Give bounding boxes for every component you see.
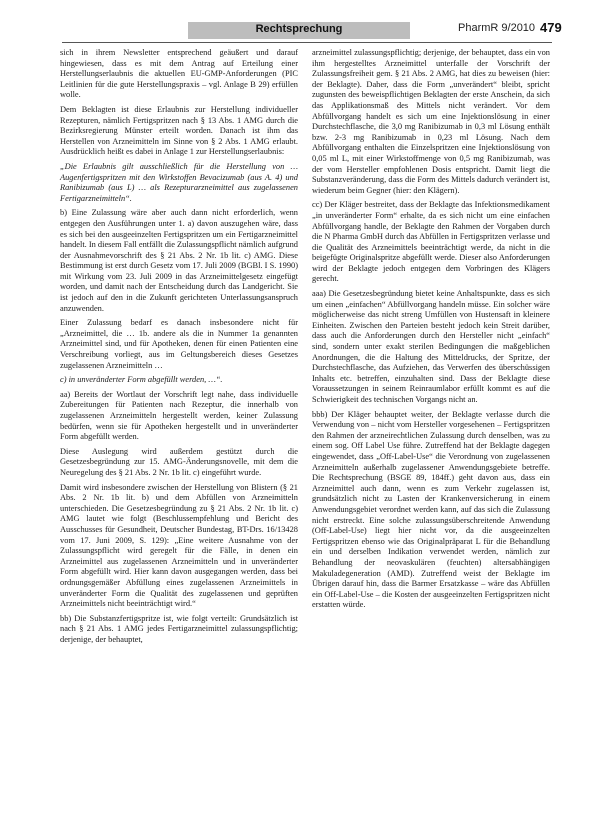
paragraph: b) Eine Zulassung wäre aber auch dann nicht erforderlich, wenn entgegen den Ausführungen unter 1. a) davon auszugehen wäre, dass es sich bei den ausgeeinzelten Fertigspritzen um ein Fertigarzneimittel handelt. In diesem Fall entfällt die Zulassungspflicht nämlich aufgrund der Ausnahmevorschrift des § 21 Abs. 2 Nr. 1b lit. c) AMG. Diese Bestimmung ist erst durch Gesetz vom 17. Juli 2009 (BGBl. I S. 1990) mit Wirkung vom 23. Juli 2009 in das Arzneimittelgesetz eingefügt worden, und damit nach der Entscheidung durch das Landgericht. Sie ist jedoch auf den in die Zukunft gerichteten Unterlassungsanspruch anzuwenden. — [60, 208, 298, 313]
paragraph: sich in ihrem Newsletter entsprechend geäußert und darauf hingewiesen, dass es mit dem Antrag auf Erteilung einer Herstellungserlaubnis die aktuellen EU-GMP-Anforderungen (PIC Leitlinien für die gute Herstellungspraxis – vgl. Anlage B 29) erfüllen wolle. — [60, 48, 298, 100]
paragraph: Einer Zulassung bedarf es danach insbesondere nicht für „Arzneimittel, die … 1b. andere als die in Nummer 1a genannten Arzneimittel sind, und für Apotheken, denen für einen Patienten eine Verschreibung vorliegt, aus im Geltungsbereich dieses Gesetzes zugelassenen Arzneimitteln … — [60, 318, 298, 370]
paragraph: bb) Die Substanzfertigspritze ist, wie folgt verteilt: Grundsätzlich ist nach § 21 Abs. 1 AMG jedes Fertigarzneimittel zulassungspflichtig; derjenige, der behauptet, — [60, 613, 298, 644]
paragraph: cc) Der Kläger bestreitet, dass der Beklagte das Infektionsmedikament „in unveränderter Form“ erhalte, da es sich nicht um eine einfachen Abfüllvorgang handle, der Beklagte den Rahmen der Vorgaben durch die N Pharma GmbH durch das Abfüllen in Fertigspritzen verlasse und die Qualität des Arzneimittels beeinträchtigt werde, da nicht in die beigefügte Originalspritze abgefüllt werde. Dieser also Anforderungen wird der Beklagte jedoch entgegen dem Vorbringen des Klägers gerecht. — [312, 200, 550, 284]
paragraph: aaa) Die Gesetzesbegründung bietet keine Anhaltspunkte, dass es sich um einen „einfachen“ Abfüllvorgang handeln müsse. Ein solcher wäre möglicherweise das nicht streng Umfüllen von Hustensaft in kleinere Einheiten. Zwischen den Parteien besteht jedoch kein Streit darüber, dass auch die Anforderungen durch den Hersteller nicht „einfach“ sind, sondern unter exakt sterilen Bedingungen die maßgeblichen Anordnungen, die die Haltung des Mitteldrucks, der Spritze, der Durchstechflasche, das Aufziehen, das Verwerfen des überschüssigen Inhalts etc. betreffen, einzuhalten sind. Dass der Beklagte diese Voraussetzungen in seinem Reinraumlabor erfüllt kommt es auf die Schwierigkeit des technischen Vorgangs nicht an. — [312, 289, 550, 404]
paragraph: bbb) Der Kläger behauptet weiter, der Beklagte verlasse durch die Verwendung von – nicht vom Hersteller vorgesehenen – Fertigspritzen den Rahmen der arzneirechtlichen Zulassung durch denselben, was zu einem sog. Off Label Use führe. Zutreffend hat der Beklagte dagegen eingewendet, dass „Off-Label-Use“ die Verordnung von zugelassenen Arzneimitteln außerhalb zugelassener Anwendungsgebiete betreffe. Die Rechtsprechung (BSGE 89, 184ff.) geht davon aus, dass ein Arzneimittel auch dann, wenn es zum Verkehr zugelassen ist, grundsätzlich nicht zu Lasten der Krankenversicherung in einem Anwendungsgebiet verordnet werden kann, auf das sich die Zulassung nicht erstreckt. Eine solche zulassungsüberschreitende Anwendung (Off-Label-Use) liegt hier nicht vor, da die ausgeeinzelten Fertigspritzen ebenso wie das Originalpräparat L für die Behandlung ein und derselben Indikation verwendet werden, nämlich zur Behandlung der neovaskulären (feuchten) altersabhängigen Makuladegeneration (AMD). Zutreffend weist der Beklagte im Übrigen darauf hin, dass die Barmer Ersatzkasse – wäre das Abfüllen ein Off-Label-Use – die Kosten der ausgeeinzelten Fertigspritzen nicht erstatten würde. — [312, 409, 550, 610]
left-column — [60, 48, 298, 649]
section-banner — [188, 22, 410, 39]
paragraph: aa) Bereits der Wortlaut der Vorschrift legt nahe, dass individuelle Zubereitungen für Patienten nach Rezeptur, die innerhalb von zugelassenen Arzneimitteln hergestellt werden, keiner Zulassung bedürfen, wenn sie für Apotheken hergestellt und in unveränderter Form abgefüllt werden. — [60, 389, 298, 442]
page-header — [0, 0, 596, 50]
header-rule — [62, 42, 552, 43]
paragraph: c) in unveränderter Form abgefüllt werden, …“. — [60, 375, 223, 385]
page-number: 479 — [540, 20, 562, 35]
section-title: Rechtsprechung — [255, 23, 343, 35]
paragraph: Damit wird insbesondere zwischen der Herstellung von Blistern (§ 21 Abs. 2 Nr. 1b lit. b) und dem Abfüllen von Arzneimitteln unterschieden. Die Gesetzesbegründung zu § 21 Abs. 2 Nr. 1b lit. c) AMG lautet wie folgt (Beschlussempfehlung und Bericht des Ausschusses für Gesundheit, Deutscher Bundestag, BT-Drs. 16/13428 vom 17. Juni 2009, S. 129): „Eine weitere Ausnahme von der Zulassungspflicht wird geregelt für die Fälle, in denen ein Arzneimittel aus zugelassenen Arzneimitteln und in unveränderter Form abgefüllt wird. Hier kann davon ausgegangen werden, dass bei ordnungsgemäßer Abfüllung eines zugelassenen Arzneimittels in unveränderter Form die Qualität des zugelassenen und geprüften Arzneimittels nicht beeinträchtigt wird.“ — [60, 482, 298, 609]
paragraph: arzneimittel zulassungspflichtig; derjenige, der behauptet, dass ein von ihm hergestelltes Arzneimittel unterfalle der Vorschrift der Zulassungsfreiheit gem. § 21 Abs. 2 AMG, hat dies zu beweisen (hier: der Beklagte). Daher, dass die Form „unverändert“ bleibt, spricht zugunsten des beweispflichtigen Beklagten der erste Anschein, da sich das Applikationsmaß des Mittels nicht verändert. Vor dem Abfüllvorgang handelt es sich um eine Injektionslösung in einer Durchstechflasche, die 3,0 mg Ranibizumab in 0,3 ml Lösung enthält bzw. 2-3 mg Ranibizumab in 0,23 ml Lösung. Nach dem Abfüllvorgang enthalten die Einzelspritzen eine Injektionslösung von 0,05 ml L, mit einer Wirkstoffmenge von 0,5 mg Ranibizumab, was der vom Hersteller empfohlenen Dosis entspricht. Damit liegt die Substanzveränderung, dass die Form des Mittels dadurch verändert ist, wiederum beim Gegner (hier: den Klägern). — [312, 48, 550, 195]
paragraph: Diese Auslegung wird außerdem gestützt durch die Gesetzesbegründung zur 15. AMG-Änderungsnovelle, mit dem die Neuregelung des § 21 Abs. 2 Nr. 1b lit. c) eingeführt wurde. — [60, 446, 298, 477]
paragraph: Dem Beklagten ist diese Erlaubnis zur Herstellung individueller Rezepturen, nämlich Fertigspritzen nach § 13 Abs. 1 AMG durch die Bezirksregierung Münster erteilt worden. Danach ist ihm das Herstellen von Arzneimitteln im Sinne von § 2 Abs. 1 AMG erlaubt. Ausdrücklich heißt es dabei in Anlage 1 zur Herstellungserlaubnis: — [60, 104, 298, 157]
right-column — [312, 48, 550, 615]
paragraph: „Die Erlaubnis gilt ausschließlich für die Herstellung von … Augenfertigspritzen mit den Wirkstoffen Bevacizumab (aus A. 4) und Ranibizumab (aus L) … als Rezepturarzneimittel aus zugelassenen Fertigarzneimitteln“. — [60, 161, 298, 203]
journal-issue: PharmR 9/2010 — [458, 22, 536, 34]
